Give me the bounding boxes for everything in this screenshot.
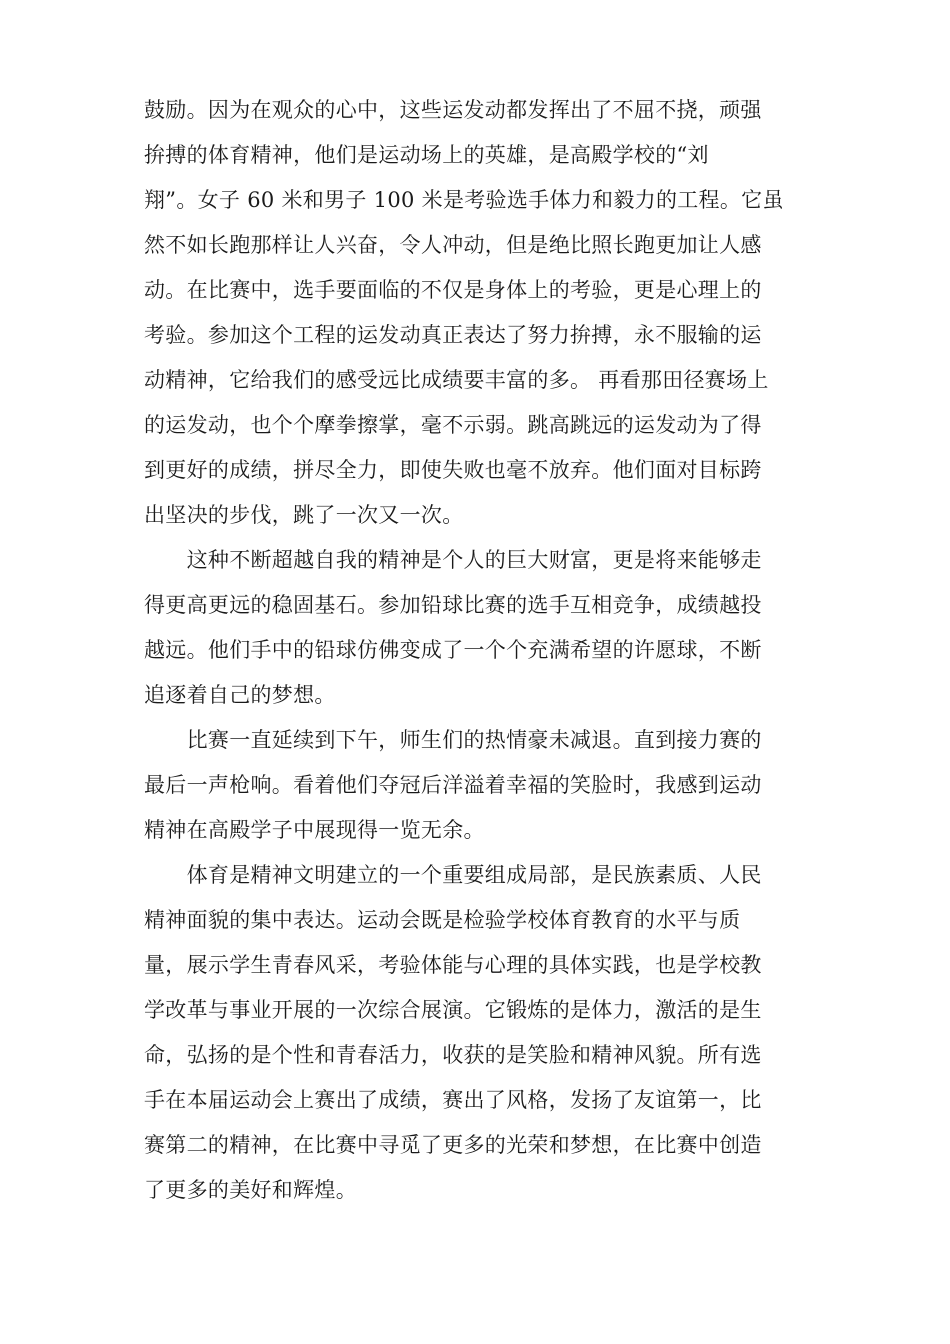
text-line: 越远。他们手中的铅球仿佛变成了一个个充满希望的许愿球，不断 (144, 638, 762, 662)
text-line: 追逐着自己的梦想。 (144, 683, 336, 707)
text-line: 最后一声枪响。看着他们夺冠后洋溢着幸福的笑脸时，我感到运动 (144, 773, 762, 797)
article-body (144, 88, 806, 1213)
text-line: 命，弘扬的是个性和青春活力，收获的是笑脸和精神风貌。所有选 (144, 1043, 762, 1067)
text-line: 比赛一直延续到下午，师生们的热情豪未减退。直到接力赛的 (144, 728, 762, 752)
text-line: 手在本届运动会上赛出了成绩，赛出了风格，发扬了友谊第一，比 (144, 1088, 762, 1112)
text-line: 了更多的美好和辉煌。 (144, 1178, 357, 1202)
text-line: 动精神，它给我们的感受远比成绩要丰富的多。 再看那田径赛场上 (144, 368, 769, 392)
text-line: 赛第二的精神，在比赛中寻觅了更多的光荣和梦想，在比赛中创造 (144, 1133, 762, 1157)
text-line: 的运发动，也个个摩拳擦掌，毫不示弱。跳高跳远的运发动为了得 (144, 413, 762, 437)
text-line: 鼓励。因为在观众的心中，这些运发动都发挥出了不屈不挠，顽强 (144, 98, 762, 122)
text-line: 动。在比赛中，选手要面临的不仅是身体上的考验，更是心理上的 (144, 278, 762, 302)
text-line: 然不如长跑那样让人兴奋，令人冲动，但是绝比照长跑更加让人感 (144, 233, 762, 257)
text-line: 精神在高殿学子中展现得一览无余。 (144, 818, 485, 842)
text-line: 得更高更远的稳固基石。参加铅球比赛的选手互相竞争，成绩越投 (144, 593, 762, 617)
text-line: 精神面貌的集中表达。运动会既是检验学校体育教育的水平与质 (144, 908, 741, 932)
text-line: 翔”。女子 60 米和男子 100 米是考验选手体力和毅力的工程。它虽 (144, 188, 784, 212)
text-line: 学改革与事业开展的一次综合展演。它锻炼的是体力，激活的是生 (144, 998, 762, 1022)
text-line: 这种不断超越自我的精神是个人的巨大财富，更是将来能够走 (144, 548, 762, 572)
text-line: 考验。参加这个工程的运发动真正表达了努力拚搏，永不服输的运 (144, 323, 762, 347)
text-line: 体育是精神文明建立的一个重要组成局部，是民族素质、人民 (144, 863, 762, 887)
text-line: 拚搏的体育精神，他们是运动场上的英雄，是高殿学校的“刘 (144, 143, 709, 167)
text-line: 到更好的成绩，拼尽全力，即使失败也毫不放弃。他们面对目标跨 (144, 458, 762, 482)
text-line: 出坚决的步伐，跳了一次又一次。 (144, 503, 464, 527)
text-line: 量，展示学生青春风采，考验体能与心理的具体实践，也是学校教 (144, 953, 762, 977)
